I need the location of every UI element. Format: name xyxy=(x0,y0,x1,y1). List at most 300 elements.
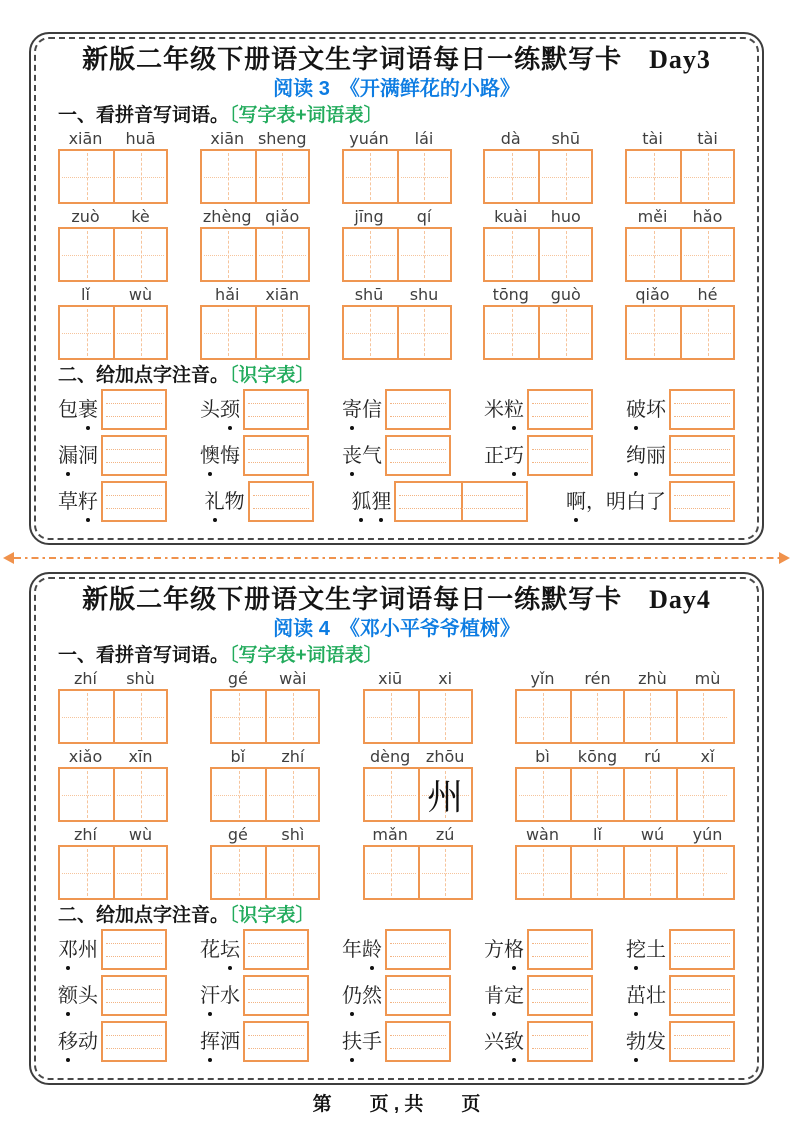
word-item xyxy=(342,975,451,1016)
annotation-box[interactable] xyxy=(101,975,167,1016)
writing-grid-cell[interactable] xyxy=(627,151,680,202)
writing-grid xyxy=(200,227,310,282)
annotation-box[interactable] xyxy=(101,389,167,430)
writing-grid-cell[interactable] xyxy=(570,769,623,820)
word-item xyxy=(626,389,735,430)
pinyin-labels xyxy=(483,285,593,305)
writing-grid-cell[interactable] xyxy=(344,307,397,358)
annotation-box-divider xyxy=(461,483,463,520)
word-char: 动 xyxy=(78,1030,98,1053)
word-char: 邓 xyxy=(58,938,78,961)
pinyin-row xyxy=(58,285,735,360)
writing-grid xyxy=(342,227,452,282)
writing-grid xyxy=(483,305,593,360)
pinyin-word-group xyxy=(210,669,320,744)
annotation-box[interactable] xyxy=(527,389,593,430)
writing-grid-cell[interactable] xyxy=(680,229,733,280)
pinyin-labels xyxy=(625,207,735,227)
pinyin-word-group xyxy=(58,207,168,282)
pinyin-labels xyxy=(342,129,452,149)
page-footer: 第 页 , 共 页 xyxy=(312,1094,481,1115)
word-char: 花 xyxy=(200,938,220,961)
pinyin-labels xyxy=(58,129,168,149)
writing-grid-cell[interactable] xyxy=(202,229,255,280)
word-item xyxy=(58,435,167,476)
word-text xyxy=(626,937,666,963)
writing-grid-cell[interactable] xyxy=(60,307,113,358)
pinyin-syllable: shì xyxy=(281,825,305,844)
word-char: 丽 xyxy=(646,444,666,467)
reading-title: 阅读 3 《开满鲜花的小路》 xyxy=(273,78,520,100)
writing-grid-cell[interactable] xyxy=(418,847,471,898)
word-text xyxy=(342,983,382,1009)
word-char: 定 xyxy=(504,984,524,1007)
writing-grid xyxy=(625,227,735,282)
writing-grid-cell[interactable] xyxy=(255,307,308,358)
pinyin-syllable: zhèng xyxy=(202,207,252,226)
word-char: 了 xyxy=(645,490,666,513)
pinyin-word-group xyxy=(58,285,168,360)
writing-grid-cell[interactable] xyxy=(397,151,450,202)
writing-grid-cell[interactable] xyxy=(365,769,418,820)
word-text xyxy=(566,489,666,515)
writing-grid-cell[interactable] xyxy=(60,229,113,280)
worksheet-card-day4 xyxy=(29,572,764,1085)
pinyin-labels xyxy=(210,669,320,689)
pinyin-labels xyxy=(210,747,320,767)
writing-grid-cell[interactable] xyxy=(365,691,418,742)
pinyin-labels xyxy=(58,207,168,227)
writing-grid-cell[interactable] xyxy=(344,229,397,280)
annotation-section xyxy=(58,389,735,522)
writing-grid-cell[interactable] xyxy=(212,691,265,742)
word-row xyxy=(58,435,735,476)
pinyin-word-group xyxy=(342,129,452,204)
pinyin-word-group xyxy=(363,669,473,744)
writing-grid-cell[interactable] xyxy=(623,691,676,742)
pinyin-syllable: huo xyxy=(550,207,581,226)
word-char: 壮 xyxy=(646,984,666,1007)
pinyin-syllable: gé xyxy=(227,825,248,844)
pinyin-row xyxy=(58,669,735,744)
pinyin-word-group xyxy=(363,747,473,822)
annotation-box[interactable] xyxy=(669,929,735,970)
pinyin-syllable: zhù xyxy=(638,669,667,688)
word-char: 巧 xyxy=(504,444,524,467)
pinyin-word-group xyxy=(625,207,735,282)
writing-grid-cell[interactable] xyxy=(212,847,265,898)
word-item xyxy=(626,435,735,476)
writing-grid-cell[interactable] xyxy=(265,769,318,820)
pinyin-word-group xyxy=(58,669,168,744)
section1-label: 一、看拼音写词语。 xyxy=(58,105,230,126)
word-item xyxy=(342,929,451,970)
pinyin-labels xyxy=(483,207,593,227)
writing-grid xyxy=(515,845,735,900)
writing-grid-cell[interactable] xyxy=(265,691,318,742)
writing-grid-cell[interactable] xyxy=(627,307,680,358)
pinyin-labels xyxy=(363,669,473,689)
word-text xyxy=(58,397,98,423)
pinyin-syllable: kuài xyxy=(494,207,528,226)
word-item xyxy=(200,929,309,970)
word-char: 州 xyxy=(78,938,98,961)
word-text xyxy=(626,397,666,423)
reading-title: 阅读 4 《邓小平爷爷植树》 xyxy=(273,618,520,640)
pinyin-row xyxy=(58,129,735,204)
word-char: 年 xyxy=(342,938,362,961)
writing-grid xyxy=(363,845,473,900)
section2-label: 二、给加点字注音。 xyxy=(58,905,230,926)
word-char: 包 xyxy=(58,398,78,421)
pinyin-labels xyxy=(363,825,473,845)
word-char: 移 xyxy=(58,1030,78,1053)
annotation-box[interactable] xyxy=(527,435,593,476)
writing-grid-cell[interactable] xyxy=(255,151,308,202)
annotation-box[interactable] xyxy=(385,435,451,476)
pinyin-labels xyxy=(342,285,452,305)
writing-grid-cell[interactable] xyxy=(570,691,623,742)
pinyin-word-group xyxy=(625,285,735,360)
annotation-box[interactable] xyxy=(527,1021,593,1062)
word-text xyxy=(484,1029,524,1055)
writing-grid xyxy=(515,767,735,822)
word-char: 然 xyxy=(362,984,382,1007)
word-char: 狸 xyxy=(371,490,392,513)
word-char: 裹 xyxy=(78,398,98,421)
word-text xyxy=(205,489,245,515)
word-char: 懊 xyxy=(200,444,220,467)
pinyin-syllable: hǎo xyxy=(692,207,723,226)
pinyin-labels xyxy=(200,207,310,227)
writing-grid-cell[interactable] xyxy=(418,691,471,742)
pinyin-syllable: jīng xyxy=(354,207,384,226)
writing-grid-cell[interactable] xyxy=(485,307,538,358)
writing-grid-cell[interactable] xyxy=(60,847,113,898)
pinyin-labels xyxy=(210,825,320,845)
pinyin-syllable: shù xyxy=(126,669,155,688)
word-char: 破 xyxy=(626,398,646,421)
pinyin-syllable: zhí xyxy=(74,669,97,688)
writing-grid xyxy=(210,845,320,900)
pinyin-syllable: zhí xyxy=(74,825,97,844)
word-row xyxy=(58,1021,735,1062)
writing-grid-cell[interactable] xyxy=(397,307,450,358)
pinyin-syllable: xiū xyxy=(378,669,403,688)
annotation-box[interactable] xyxy=(101,929,167,970)
annotation-box[interactable] xyxy=(243,435,309,476)
pinyin-syllable: kè xyxy=(131,207,150,226)
writing-grid-cell[interactable] xyxy=(517,691,570,742)
pinyin-labels xyxy=(200,285,310,305)
word-char: 啊 xyxy=(565,490,586,513)
pinyin-syllable: lǐ xyxy=(593,825,602,844)
word-text xyxy=(200,983,240,1009)
pinyin-syllable: xiān xyxy=(265,285,300,304)
word-char: 发 xyxy=(646,1030,666,1053)
word-item xyxy=(626,1021,735,1062)
writing-grid-cell[interactable] xyxy=(60,151,113,202)
writing-grid-cell[interactable] xyxy=(676,847,729,898)
writing-grid-cell[interactable] xyxy=(344,151,397,202)
annotation-box[interactable] xyxy=(385,975,451,1016)
pinyin-syllable: wù xyxy=(128,825,153,844)
writing-grid-cell[interactable] xyxy=(418,769,471,820)
writing-grid-cell[interactable] xyxy=(60,769,113,820)
pinyin-word-group xyxy=(515,747,735,822)
word-char: 明 xyxy=(605,490,626,513)
pinyin-syllable: xīn xyxy=(128,747,153,766)
word-text xyxy=(342,443,382,469)
pinyin-word-group xyxy=(58,747,168,822)
word-char: 草 xyxy=(58,490,78,513)
writing-grid xyxy=(210,689,320,744)
pinyin-word-group xyxy=(515,669,735,744)
annotation-box[interactable] xyxy=(669,1021,735,1062)
word-char: 狐 xyxy=(351,490,372,513)
card-title: 新版二年级下册语文生字词语每日一练默写卡 Day3 xyxy=(82,45,711,74)
writing-grid-cell[interactable] xyxy=(113,229,166,280)
writing-grid-cell[interactable] xyxy=(113,691,166,742)
pinyin-syllable: shu xyxy=(409,285,439,304)
section2-heading xyxy=(58,903,735,929)
writing-grid xyxy=(515,689,735,744)
section2-note: 〔识字表〕 xyxy=(229,365,315,386)
word-char: 绚 xyxy=(626,444,646,467)
section2-label: 二、给加点字注音。 xyxy=(58,365,230,386)
annotation-box[interactable] xyxy=(248,481,314,522)
writing-grid xyxy=(363,689,473,744)
pinyin-writing-section xyxy=(58,129,735,360)
writing-grid-cell[interactable] xyxy=(623,769,676,820)
card-inner-dashed-border xyxy=(34,577,759,1080)
word-text xyxy=(58,489,98,515)
writing-grid xyxy=(363,767,473,822)
pinyin-syllable: guò xyxy=(550,285,581,304)
pinyin-syllable: yǐn xyxy=(530,669,555,688)
writing-grid-cell[interactable] xyxy=(485,151,538,202)
worksheet-card-day3 xyxy=(29,32,764,545)
cut-line xyxy=(3,551,790,565)
pinyin-syllable: hé xyxy=(697,285,718,304)
word-char: 颈 xyxy=(220,398,240,421)
word-item xyxy=(200,1021,309,1062)
word-item xyxy=(58,975,167,1016)
pinyin-syllable: mù xyxy=(694,669,721,688)
word-char: 土 xyxy=(646,938,666,961)
writing-grid-cell[interactable] xyxy=(202,307,255,358)
pinyin-word-group xyxy=(342,285,452,360)
writing-grid-cell[interactable] xyxy=(517,769,570,820)
word-item xyxy=(342,435,451,476)
writing-grid-cell[interactable] xyxy=(397,229,450,280)
pinyin-syllable: yún xyxy=(692,825,723,844)
writing-grid xyxy=(58,767,168,822)
pinyin-syllable: wú xyxy=(640,825,665,844)
word-item xyxy=(58,481,167,522)
section1-label: 一、看拼音写词语。 xyxy=(58,645,230,666)
word-text xyxy=(58,443,98,469)
pinyin-syllable: yuán xyxy=(349,129,389,148)
word-char: 汗 xyxy=(200,984,220,1007)
word-text xyxy=(342,1029,382,1055)
pinyin-syllable: qiǎo xyxy=(635,285,670,304)
writing-grid-cell[interactable] xyxy=(538,229,591,280)
pinyin-syllable: shū xyxy=(354,285,384,304)
annotation-box[interactable] xyxy=(101,1021,167,1062)
writing-grid-cell[interactable] xyxy=(255,229,308,280)
writing-grid-cell[interactable] xyxy=(627,229,680,280)
pinyin-syllable: měi xyxy=(637,207,668,226)
word-char: 洒 xyxy=(220,1030,240,1053)
word-char: 物 xyxy=(224,490,245,513)
pinyin-word-group xyxy=(58,129,168,204)
word-char: 坏 xyxy=(646,398,666,421)
pinyin-syllable: qí xyxy=(416,207,432,226)
word-item xyxy=(484,975,593,1016)
pinyin-labels xyxy=(58,747,168,767)
word-text xyxy=(484,983,524,1009)
pinyin-row xyxy=(58,747,735,822)
annotation-box[interactable] xyxy=(527,929,593,970)
annotation-box[interactable] xyxy=(385,389,451,430)
writing-grid-cell[interactable] xyxy=(538,151,591,202)
writing-grid-cell[interactable] xyxy=(60,691,113,742)
writing-grid-cell[interactable] xyxy=(538,307,591,358)
annotation-box[interactable] xyxy=(101,435,167,476)
word-item xyxy=(200,975,309,1016)
word-char: 洞 xyxy=(78,444,98,467)
word-item xyxy=(566,481,735,522)
writing-grid-cell[interactable] xyxy=(265,847,318,898)
writing-grid-cell[interactable] xyxy=(623,847,676,898)
writing-grid xyxy=(200,305,310,360)
word-char: 兴 xyxy=(484,1030,504,1053)
word-char: 寄 xyxy=(342,398,362,421)
annotation-box[interactable] xyxy=(243,389,309,430)
word-char: 致 xyxy=(504,1030,524,1053)
writing-grid xyxy=(210,767,320,822)
pinyin-row xyxy=(58,207,735,282)
section2-heading xyxy=(58,363,735,389)
pinyin-syllable: lái xyxy=(414,129,434,148)
pinyin-syllable: huā xyxy=(125,129,156,148)
writing-grid xyxy=(58,149,168,204)
pinyin-syllable: rén xyxy=(584,669,611,688)
word-char: 方 xyxy=(484,938,504,961)
writing-grid-cell[interactable] xyxy=(113,769,166,820)
writing-grid xyxy=(625,149,735,204)
word-char: 籽 xyxy=(78,490,98,513)
section1-note: 〔写字表+词语表〕 xyxy=(229,645,383,666)
word-char: 手 xyxy=(362,1030,382,1053)
annotation-box[interactable] xyxy=(243,1021,309,1062)
writing-grid-cell[interactable] xyxy=(680,151,733,202)
word-char: 挖 xyxy=(626,938,646,961)
word-text xyxy=(626,983,666,1009)
annotation-box[interactable] xyxy=(669,481,735,522)
section1-note: 〔写字表+词语表〕 xyxy=(229,105,383,126)
pinyin-syllable: xǐ xyxy=(700,747,715,766)
word-row xyxy=(58,975,735,1016)
word-item xyxy=(342,1021,451,1062)
word-char: 格 xyxy=(504,938,524,961)
annotation-box[interactable] xyxy=(243,975,309,1016)
writing-grid xyxy=(58,227,168,282)
pinyin-syllable: hǎi xyxy=(215,285,240,304)
writing-grid-cell[interactable] xyxy=(212,769,265,820)
word-char: 头 xyxy=(78,984,98,1007)
pinyin-syllable: tōng xyxy=(492,285,529,304)
pinyin-syllable: wù xyxy=(128,285,153,304)
pinyin-syllable: xiān xyxy=(68,129,103,148)
word-char: 肯 xyxy=(484,984,504,1007)
word-text xyxy=(200,397,240,423)
annotation-box[interactable] xyxy=(101,481,167,522)
pinyin-word-group xyxy=(515,825,735,900)
word-item xyxy=(626,929,735,970)
pinyin-labels xyxy=(342,207,452,227)
writing-grid-cell[interactable] xyxy=(202,151,255,202)
pinyin-row xyxy=(58,825,735,900)
writing-grid-cell[interactable] xyxy=(365,847,418,898)
word-char: 米 xyxy=(484,398,504,421)
writing-grid-cell[interactable] xyxy=(113,307,166,358)
writing-grid-cell[interactable] xyxy=(485,229,538,280)
section1-heading xyxy=(58,643,735,669)
pinyin-labels xyxy=(515,669,735,689)
word-row xyxy=(58,929,735,970)
writing-grid-cell[interactable] xyxy=(570,847,623,898)
writing-grid-cell[interactable] xyxy=(676,691,729,742)
writing-grid-cell[interactable] xyxy=(517,847,570,898)
word-char: 挥 xyxy=(200,1030,220,1053)
word-char: ， xyxy=(585,490,606,513)
annotation-box[interactable] xyxy=(394,481,528,522)
word-item xyxy=(484,389,593,430)
pinyin-syllable: xiǎo xyxy=(68,747,103,766)
annotation-box[interactable] xyxy=(527,975,593,1016)
pinyin-labels xyxy=(625,129,735,149)
pinyin-syllable: bǐ xyxy=(230,747,246,766)
pinyin-labels xyxy=(363,747,473,767)
writing-grid xyxy=(342,305,452,360)
pinyin-syllable: xi xyxy=(438,669,453,688)
writing-grid-cell[interactable] xyxy=(113,847,166,898)
word-char: 水 xyxy=(220,984,240,1007)
annotation-box[interactable] xyxy=(669,389,735,430)
card-title: 新版二年级下册语文生字词语每日一练默写卡 Day4 xyxy=(82,585,711,614)
writing-grid-cell[interactable] xyxy=(113,151,166,202)
word-char: 悔 xyxy=(220,444,240,467)
annotation-box[interactable] xyxy=(669,435,735,476)
word-char: 勃 xyxy=(626,1030,646,1053)
word-char: 漏 xyxy=(58,444,78,467)
card-inner-dashed-border xyxy=(34,37,759,540)
pinyin-syllable: dà xyxy=(500,129,521,148)
pinyin-labels xyxy=(483,129,593,149)
annotation-box[interactable] xyxy=(243,929,309,970)
pinyin-syllable: zhōu xyxy=(425,747,465,766)
writing-grid-cell[interactable] xyxy=(676,769,729,820)
writing-grid-cell[interactable] xyxy=(680,307,733,358)
annotation-box[interactable] xyxy=(385,1021,451,1062)
annotation-box[interactable] xyxy=(669,975,735,1016)
annotation-box[interactable] xyxy=(385,929,451,970)
pinyin-word-group xyxy=(363,825,473,900)
word-char: 丧 xyxy=(342,444,362,467)
pinyin-labels xyxy=(58,669,168,689)
